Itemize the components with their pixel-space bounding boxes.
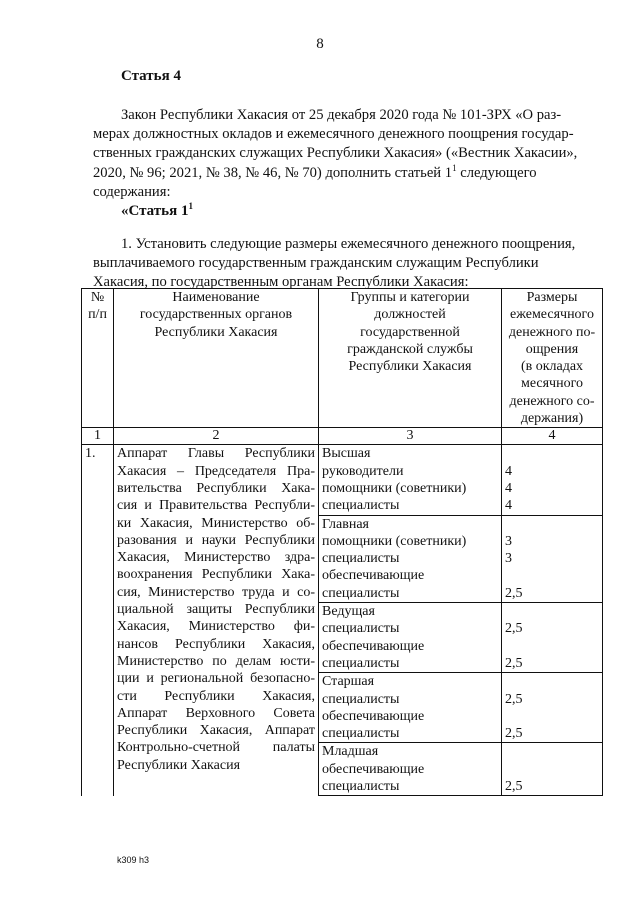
header-text-line: (в окладах — [520, 359, 584, 375]
bonus-value: 4 — [505, 498, 512, 514]
bonus-value: 3 — [505, 533, 512, 549]
intro-superscript: 1 — [452, 162, 457, 173]
organ-text-line: Аппарат Верховного Совета — [117, 705, 315, 721]
organ-text-line: Республики Хакасия, Аппарат — [117, 723, 315, 739]
position-category: обеспечивающие — [322, 708, 425, 724]
bonus-value: 2,5 — [505, 655, 523, 671]
position-group-cell — [319, 515, 502, 602]
position-category: специалисты — [322, 779, 400, 795]
bonus-value — [505, 567, 599, 584]
bonus-size-cell — [502, 673, 603, 743]
point1-line-2: выплачиваемого государственным гражданским служащим Республики — [93, 255, 539, 272]
header-text-line: Наименование — [172, 290, 260, 305]
header-text-line: должностей — [374, 307, 446, 323]
header-text-line: п/п — [88, 307, 107, 323]
header-col-4 — [502, 289, 603, 428]
header-col-3 — [319, 289, 502, 428]
article-heading: Статья 4 — [121, 68, 181, 84]
table-header-row — [82, 289, 603, 428]
organ-text-line: сия, Министерство труда и со- — [117, 584, 315, 600]
bonus-value — [505, 638, 599, 655]
header-col-1 — [82, 289, 114, 428]
intro-paragraph — [93, 106, 597, 202]
position-category: специалисты — [322, 691, 400, 707]
header-text-line: гражданской службы — [347, 341, 473, 357]
organ-names-cell — [114, 445, 319, 796]
bonus-size-cell — [502, 445, 603, 515]
position-category: обеспечивающие — [322, 568, 425, 584]
position-category: специалисты — [322, 585, 400, 601]
intro-line-4: 2020, № 96; 2021, № 38, № 46, № 70) дополнить статьей $1^1$ следующего — [93, 162, 537, 181]
organ-text-line: Хакасия – Председателя Пра- — [117, 463, 315, 479]
header-text-line: Размеры — [526, 290, 578, 305]
bonus-value: 2,5 — [505, 691, 523, 707]
position-category: специалисты — [322, 498, 400, 514]
new-article-heading: «Статья $1^1$ — [121, 201, 193, 219]
header-text-line: денежного по- — [508, 324, 596, 340]
organ-text-line: сия и Правительства Республи- — [117, 498, 315, 514]
bonus-value: 2,5 — [505, 779, 523, 795]
row-number: 1. — [82, 445, 114, 796]
organ-text-line: ции и региональной безопасно- — [117, 671, 315, 687]
bonus-value: 4 — [505, 463, 512, 479]
header-text-line: ежемесячного — [510, 307, 594, 323]
bonus-size-cell — [502, 743, 603, 796]
spacer — [505, 445, 599, 462]
new-article-superscript: 1 — [188, 201, 193, 211]
organ-text-line: вительства Республики Хака- — [117, 480, 315, 496]
organ-text-line: Контрольно-счетной палаты — [117, 740, 315, 756]
header-text-line: Группы и категории — [350, 290, 470, 305]
organ-text-line: Республики Хакасия — [117, 757, 241, 773]
position-category: помощники (советники) — [322, 533, 467, 549]
position-group-title: Высшая — [322, 446, 371, 462]
header-text-line: денежного со- — [509, 393, 595, 409]
organ-text-line: сти Республики Хакасия, — [117, 688, 315, 704]
bonus-value: 3 — [505, 551, 512, 567]
position-category: обеспечивающие — [322, 761, 425, 777]
column-number: 1 — [82, 428, 114, 445]
column-number: 2 — [114, 428, 319, 445]
position-category: помощники (советники) — [322, 480, 467, 496]
position-group-title: Старшая — [322, 674, 375, 690]
intro-line-2: мерах должностных окладов и ежемесячного денежного поощрения государ- — [93, 126, 574, 143]
header-col-2 — [114, 289, 319, 428]
position-group-cell — [319, 743, 502, 796]
position-category: специалисты — [322, 621, 400, 637]
column-number: 3 — [319, 428, 502, 445]
organ-text-line: Хакасия, Министерство здра- — [117, 550, 315, 566]
intro-line-3: ственных гражданских служащих Республики Хакасия» («Вестник Хакасии», — [93, 145, 578, 162]
bonus-value — [505, 708, 599, 725]
header-text-line: держания) — [520, 411, 584, 427]
spacer — [505, 743, 599, 760]
point1-line-3: Хакасия, по государственным органам Республики Хакасия: — [93, 274, 469, 291]
organ-text-line: Хакасия, Министерство фи- — [117, 619, 315, 635]
bonus-value: 2,5 — [505, 726, 523, 742]
bonus-size-cell — [502, 603, 603, 673]
organ-text-line: нансов Республики Хакасия, — [117, 636, 315, 652]
bonus-value: 4 — [505, 480, 512, 496]
spacer — [505, 673, 599, 690]
bonus-table — [81, 288, 603, 796]
table-row — [82, 445, 603, 515]
position-group-cell — [319, 445, 502, 515]
header-text-line: ощрения — [525, 341, 579, 357]
bonus-value: 2,5 — [505, 621, 523, 637]
column-number: 4 — [502, 428, 603, 445]
header-text-line: государственной — [360, 324, 460, 340]
organ-text-line: ки Хакасия, Министерство об- — [117, 515, 315, 531]
footer-code: k309 h3 — [117, 855, 150, 865]
intro-line-1: Закон Республики Хакасия от 25 декабря 2020 года № 101-ЗРХ «О раз- — [121, 107, 562, 123]
spacer — [505, 603, 599, 620]
spacer — [505, 516, 599, 533]
organ-text-line: разования и науки Республики — [117, 532, 315, 548]
organ-text-line: воохранения Республики Хака- — [117, 567, 315, 583]
intro-line-5: содержания: — [93, 183, 171, 200]
point1-line-1: 1. Установить следующие размеры ежемесячного денежного поощрения, — [121, 236, 576, 252]
position-group-cell — [319, 603, 502, 673]
position-group-title: Младшая — [322, 744, 379, 760]
column-number-row — [82, 428, 603, 445]
position-group-title: Главная — [322, 516, 369, 532]
position-category: специалисты — [322, 726, 400, 742]
position-category: специалисты — [322, 655, 400, 671]
header-text-line: Республики Хакасия — [154, 324, 278, 340]
header-text-line: месячного — [520, 376, 583, 392]
organ-text-line: циальной защиты Республики — [117, 602, 315, 618]
position-category: обеспечивающие — [322, 638, 425, 654]
header-text-line: государственных органов — [139, 307, 293, 323]
position-group-title: Ведущая — [322, 604, 375, 620]
bonus-value: 2,5 — [505, 585, 523, 601]
bonus-size-cell — [502, 515, 603, 602]
position-group-cell — [319, 673, 502, 743]
organ-text-line: Министерство по делам юсти- — [117, 653, 315, 669]
page-number: 8 — [316, 36, 324, 52]
position-category: специалисты — [322, 551, 400, 567]
organ-text-line: Аппарат Главы Республики — [117, 446, 315, 462]
bonus-value — [505, 761, 599, 778]
header-text-line: № — [90, 290, 105, 305]
point-1-paragraph — [93, 235, 597, 293]
position-category: руководители — [322, 463, 404, 479]
header-text-line: Республики Хакасия — [348, 359, 472, 375]
